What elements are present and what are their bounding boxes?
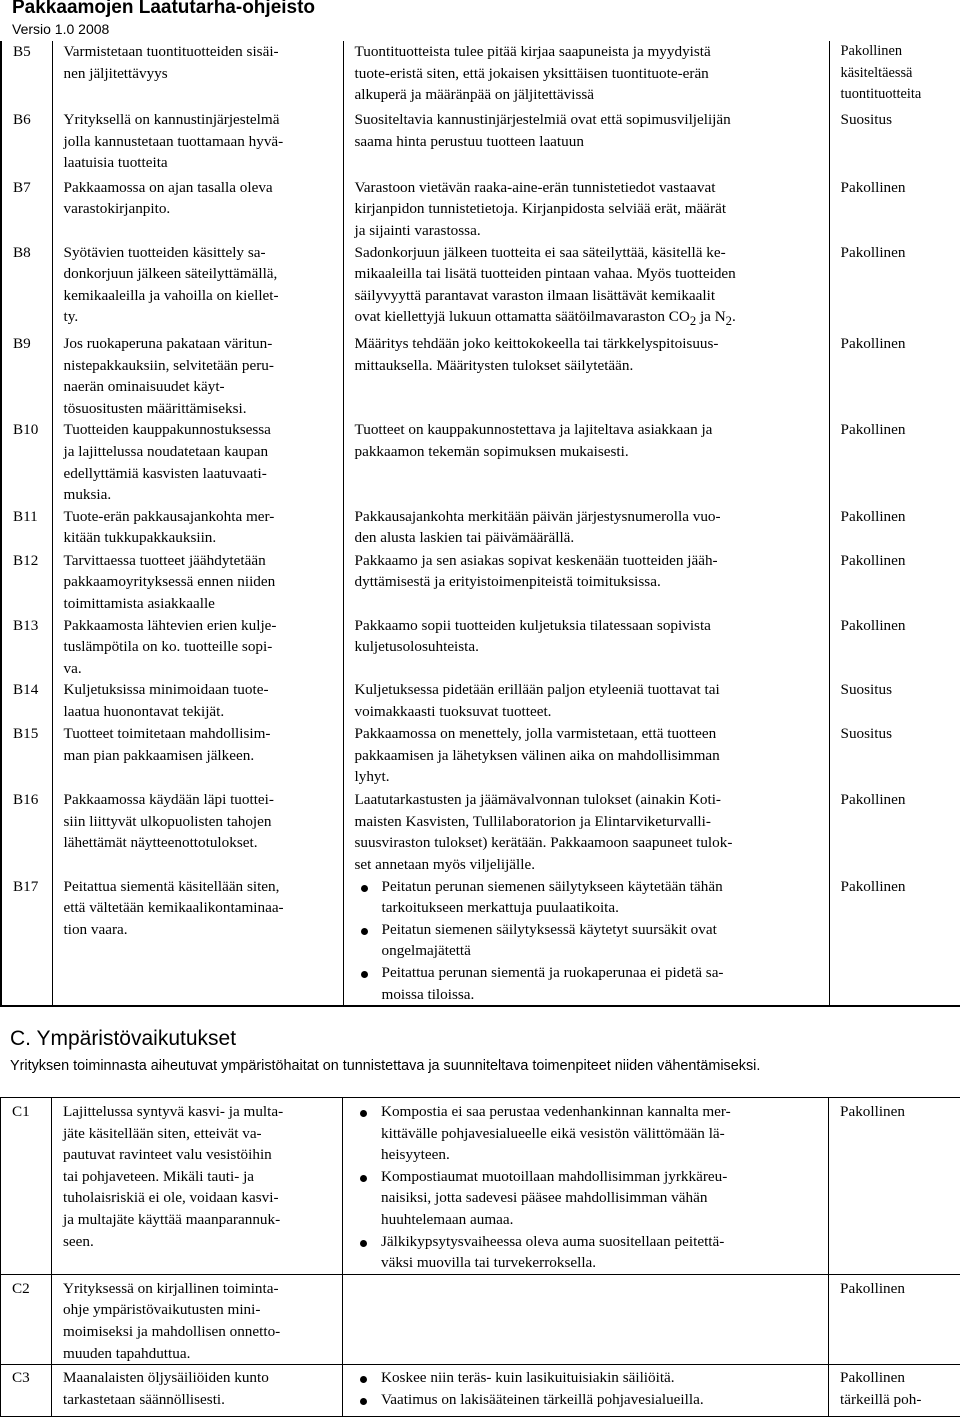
table-row xyxy=(1,41,960,109)
bullet-item xyxy=(355,876,825,919)
status-text: Pakollinen tärkeillä poh- xyxy=(829,1365,960,1417)
bullet-icon xyxy=(360,1175,367,1182)
table-row xyxy=(1,876,960,1007)
status-text: Pakollinen xyxy=(829,242,960,333)
guidance-text xyxy=(343,876,829,1007)
bullet-text: Jälkikypsytysvaiheessa oleva auma suositellaan peitettä- väksi muovilla tai turvekerroksella. xyxy=(381,1233,724,1272)
requirement-text: Tuotteet toimitetaan mahdollisim- man pian pakkaamisen jälkeen. xyxy=(52,723,343,789)
guidance-text: Suositeltavia kannustinjärjestelmiä ovat että sopimusviljelijän saama hinta perustuu tuotteen laatuun xyxy=(343,109,829,174)
status-text: Suositus xyxy=(829,679,960,723)
requirement-id: C1 xyxy=(1,1098,52,1275)
requirement-id: C2 xyxy=(1,1274,52,1364)
guidance-text xyxy=(343,1274,829,1364)
requirement-id: B7 xyxy=(1,174,52,242)
guidance-text-part: . xyxy=(732,308,736,325)
requirement-id: B11 xyxy=(1,506,52,550)
requirement-id: B16 xyxy=(1,789,52,875)
guidance-text: Varastoon vietävän raaka-aine-erän tunnistetiedot vastaavat kirjanpidon tunnistetietoja. Kirjanpidosta selviää erät, määrät ja sijainti varastossa. xyxy=(343,174,829,242)
guidance-text xyxy=(343,1365,829,1417)
bullet-item xyxy=(355,919,825,962)
status-text: Pakollinen xyxy=(829,333,960,419)
requirement-id: B15 xyxy=(1,723,52,789)
bullet-list xyxy=(354,1101,824,1274)
requirements-table-b xyxy=(0,41,960,1007)
table-row xyxy=(1,1098,960,1275)
table-row xyxy=(1,550,960,615)
guidance-text-part: ja N xyxy=(696,308,726,325)
table-row xyxy=(1,615,960,680)
requirement-id: B10 xyxy=(1,419,52,505)
status-text: Pakollinen xyxy=(829,1274,960,1364)
requirement-id: B5 xyxy=(1,41,52,109)
table-row xyxy=(1,242,960,333)
subscript: 2 xyxy=(690,314,696,328)
bullet-list xyxy=(354,1367,824,1410)
status-text: Pakollinen xyxy=(829,419,960,505)
requirement-text: Pakkaamossa käydään läpi tuottei- siin liittyvät ulkopuolisten tahojen lähettämät näytteenottotulokset. xyxy=(52,789,343,875)
status-text: Pakollinen xyxy=(829,506,960,550)
bullet-text: Peitatun perunan siemenen säilytykseen käytetään tähän tarkoitukseen merkattuja puulaatikoita. xyxy=(382,878,723,917)
table-row xyxy=(1,419,960,505)
requirement-text: Tarvittaessa tuotteet jäähdytetään pakkaamoyrityksessä ennen niiden toimittamista asiakkaalle xyxy=(52,550,343,615)
bullet-item xyxy=(355,962,825,1005)
requirement-text: Tuote-erän pakkausajankohta mer- kitään tukkupakkauksiin. xyxy=(52,506,343,550)
requirement-text: Lajittelussa syntyvä kasvi- ja multa- jäte käsitellään siten, etteivät va- pautuvat ravinteet valu vesistöihin tai pohjaveteen. Mikäli tauti- ja tuholaisriskiä ei ole, voidaan kasvi- ja multajäte käyttää maanparannuk- seen. xyxy=(52,1098,343,1275)
guidance-text: Määritys tehdään joko keittokokeella tai tärkkelyspitoisuus- mittauksella. Määritysten tulokset säilytetään. xyxy=(343,333,829,419)
bullet-text: Kompostia ei saa perustaa vedenhankinnan kannalta mer- kittävälle pohjavesialueelle eikä vesistön välittömään lä- heisyyteen. xyxy=(381,1103,731,1163)
status-text: Pakollinen xyxy=(829,789,960,875)
bullet-item xyxy=(354,1367,824,1389)
bullet-icon xyxy=(360,1110,367,1117)
guidance-text: Laatutarkastusten ja jäämävalvonnan tulokset (ainakin Koti- maisten Kasvisten, Tullilaboratorion ja Elintarviketurvalli- suusviraston tulokset) kerätään. Pakkaamoon saapuneet tulok- set annetaan myös viljelijälle. xyxy=(343,789,829,875)
table-row xyxy=(1,723,960,789)
subscript: 2 xyxy=(726,314,732,328)
requirement-text: Pakkaamosta lähtevien erien kulje- tuslämpötila on ko. tuotteille sopi- va. xyxy=(52,615,343,680)
section-c-intro: Yrityksen toiminnasta aiheutuvat ympäristöhaitat on tunnistettava ja suunniteltava toimenpiteet niiden vähentämiseksi. xyxy=(10,1056,760,1076)
requirement-text: Jos ruokaperuna pakataan väritun- nistepakkauksiin, selvitetään peru- naerän ominaisuudet käyt- tösuositusten määrittämiseksi. xyxy=(52,333,343,419)
requirement-text: Tuotteiden kauppakunnostuksessa ja lajittelussa noudatetaan kaupan edellyttämiä kasvisten laatuvaati- muksia. xyxy=(52,419,343,505)
bullet-text: Kompostiaumat muotoillaan mahdollisimman jyrkkäreu- naisiksi, jotta sadevesi pääsee mahdollisimman vähän huuhtelemaan aumaa. xyxy=(381,1168,727,1228)
table-row xyxy=(1,679,960,723)
requirement-id: B14 xyxy=(1,679,52,723)
table-row xyxy=(1,333,960,419)
table-row xyxy=(1,506,960,550)
status-text: Pakollinen xyxy=(829,615,960,680)
guidance-text: Pakkausajankohta merkitään päivän järjestysnumerolla vuo- den alusta laskien tai päivämäärällä. xyxy=(343,506,829,550)
requirement-id: C3 xyxy=(1,1365,52,1417)
requirement-text: Varmistetaan tuontituotteiden sisäi- nen jäljitettävyys xyxy=(52,41,343,109)
document-title: Pakkaamojen Laatutarha-ohjeisto xyxy=(12,0,315,19)
requirement-text: Syötävien tuotteiden käsittely sa- donkorjuun jälkeen säteilyttämällä, kemikaaleilla ja vahoilla on kiellet- ty. xyxy=(52,242,343,333)
bullet-text: Vaatimus on lakisääteinen tärkeillä pohjavesialueilla. xyxy=(381,1391,704,1408)
status-text: Suositus xyxy=(829,723,960,789)
guidance-text xyxy=(343,242,829,333)
status-text: Pakollinen xyxy=(829,876,960,1007)
status-text: Suositus xyxy=(829,109,960,174)
table-row xyxy=(1,1365,960,1417)
bullet-icon xyxy=(361,928,368,935)
bullet-text: Peitattua perunan siementä ja ruokaperunaa ei pidetä sa- moissa tiloissa. xyxy=(382,964,724,1003)
bullet-text: Koskee niin teräs- kuin lasikuituisiakin säiliöitä. xyxy=(381,1369,675,1386)
bullet-item xyxy=(354,1389,824,1411)
requirement-text: Peitattua siementä käsitellään siten, että vältetään kemikaalikontaminaa- tion vaara. xyxy=(52,876,343,1007)
guidance-text: Kuljetuksessa pidetään erillään paljon etyleeniä tuottavat tai voimakkaasti tuoksuvat tuotteet. xyxy=(343,679,829,723)
bullet-list xyxy=(355,876,825,1006)
guidance-text: Pakkaamo ja sen asiakas sopivat keskenään tuotteiden jääh- dyttämisestä ja erityistoimenpiteistä toimituksissa. xyxy=(343,550,829,615)
requirement-text: Kuljetuksissa minimoidaan tuote- laatua huonontavat tekijät. xyxy=(52,679,343,723)
status-text: Pakollinen xyxy=(829,1098,960,1275)
requirement-id: B17 xyxy=(1,876,52,1007)
guidance-text: Tuontituotteista tulee pitää kirjaa saapuneista ja myydyistä tuote-eristä siten, että jokaisen yksittäisen tuontituote-erän alkuperä ja määränpää on jäljitettävissä xyxy=(343,41,829,109)
requirement-text: Pakkaamossa on ajan tasalla oleva varastokirjanpito. xyxy=(52,174,343,242)
table-row xyxy=(1,1274,960,1364)
bullet-icon xyxy=(360,1398,367,1405)
table-row xyxy=(1,789,960,875)
guidance-text: Tuotteet on kauppakunnostettava ja lajiteltava asiakkaan ja pakkaamon tekemän sopimuksen mukaisesti. xyxy=(343,419,829,505)
bullet-icon xyxy=(360,1240,367,1247)
requirement-id: B6 xyxy=(1,109,52,174)
requirement-text: Yrityksessä on kirjallinen toiminta- ohje ympäristövaikutusten mini- moimiseksi ja mahdollisen onnetto- muuden tapahduttua. xyxy=(52,1274,343,1364)
guidance-text: Pakkaamossa on menettely, jolla varmistetaan, että tuotteen pakkaamisen ja lähetyksen välinen aika on mahdollisimman lyhyt. xyxy=(343,723,829,789)
bullet-item xyxy=(354,1231,824,1274)
bullet-item xyxy=(354,1101,824,1166)
bullet-icon xyxy=(361,885,368,892)
requirement-id: B12 xyxy=(1,550,52,615)
guidance-text xyxy=(343,1098,829,1275)
status-text: Pakollinen käsiteltäessä tuontituotteita xyxy=(829,41,960,109)
status-text: Pakollinen xyxy=(829,550,960,615)
requirement-id: B9 xyxy=(1,333,52,419)
requirement-text: Yrityksellä on kannustinjärjestelmä jolla kannustetaan tuottamaan hyvä- laatuisia tuotteita xyxy=(52,109,343,174)
guidance-text-part: Sadonkorjuun jälkeen tuotteita ei saa säteilyttää, käsitellä ke- mikaaleilla tai lisätä tuotteiden pintaan vahaa. Myös tuotteiden säilyvyyttä parantavat varaston ilmaan lisättävät kemikaalit ovat kiellettyjä lukuun ottamatta säätöilmavaraston CO xyxy=(355,244,736,326)
bullet-icon xyxy=(361,971,368,978)
status-text: Pakollinen xyxy=(829,174,960,242)
bullet-text: Peitatun siemenen säilytyksessä käytetyt suursäkit ovat ongelmajätettä xyxy=(382,921,717,960)
requirement-id: B13 xyxy=(1,615,52,680)
table-row xyxy=(1,109,960,174)
bullet-icon xyxy=(360,1376,367,1383)
bullet-item xyxy=(354,1166,824,1231)
requirement-text: Maanalaisten öljysäiliöiden kunto tarkastetaan säännöllisesti. xyxy=(52,1365,343,1417)
requirements-table-c xyxy=(0,1097,960,1417)
document-version: Versio 1.0 2008 xyxy=(12,20,109,38)
section-c-title: C. Ympäristövaikutukset xyxy=(10,1026,236,1052)
requirement-id: B8 xyxy=(1,242,52,333)
guidance-text: Pakkaamo sopii tuotteiden kuljetuksia tilatessaan sopivista kuljetusolosuhteista. xyxy=(343,615,829,680)
table-row xyxy=(1,174,960,242)
